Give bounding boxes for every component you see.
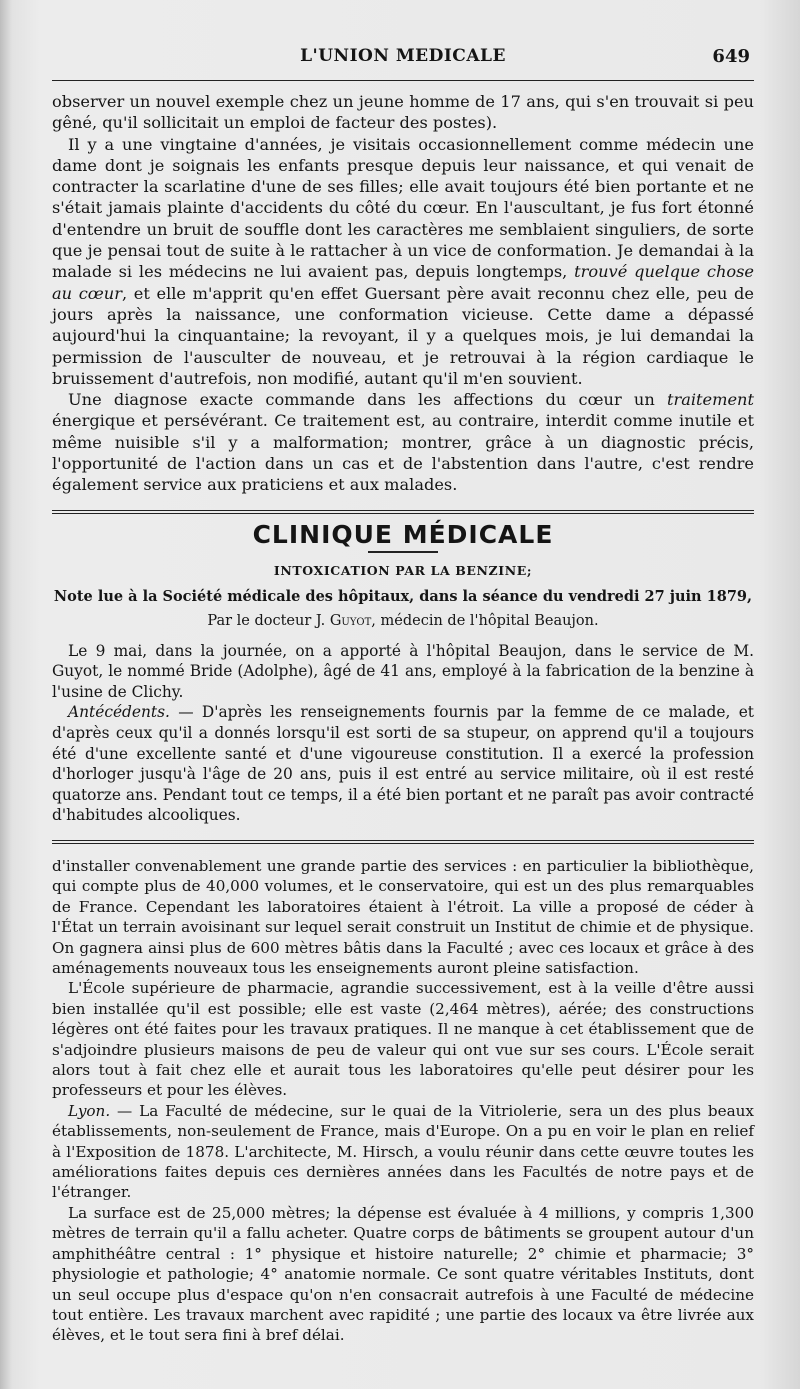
running-title: L'UNION MEDICALE (300, 46, 506, 66)
header-rule (52, 80, 754, 81)
italic-phrase: Lyon. (68, 1101, 111, 1120)
italic-phrase: traitement (666, 390, 754, 410)
section-title: CLINIQUE MÉDICALE (252, 519, 554, 549)
italic-phrase: Antécédents. (68, 703, 170, 722)
title-underline (368, 551, 438, 553)
article-note: Note lue à la Société médicale des hôpitaux, dans la séance du vendredi 27 juin 1879, (53, 587, 753, 605)
paragraph: Il y a une vingtaine d'années, je visitais occasionnellement comme médecin une dame dont je soignais les enfants presque depuis leur naissance, et qui venait de contracter la scarlatine d'une de ses filles; elle avait toujours été bien portante et ne s'était jamais plainte d'accidents du côté du cœur. En l'auscultant, je fus fort étonné d'entendre un bruit de souffle dont les caractères me semblaient singuliers, de sorte que je pensai tout de suite à le rattacher à un vice de conformation. Je demandai à la malade si les médecins ne lui avaient pas, depuis longtemps, trouvé quelque chose au cœur, et elle m'apprit qu'en effet Guersant père avait reconnu chez elle, peu de jours après la naissance, une conformation vicieuse. Cette dame a dépassé aujourd'hui la cinquantaine; la revoyant, il y a quelques mois, je lui demandai la permission de l'ausculter de nouveau, et je retrouvai à la région cardiaque le bruissement d'autrefois, non modifié, autant qu'il m'en souvient. (52, 134, 754, 388)
article-body (52, 641, 754, 826)
paragraph: La surface est de 25,000 mètres; la dépense est évaluée à 4 millions, y compris 1,300 mètres de terrain qu'il a fallu acheter. Quatre corps de bâtiments se groupent autour d'un amphithéâtre central : 1° physique et histoire naturelle; 2° chimie et pharmacie; 3° physiologie et pathologie; 4° anatomie normale. Ce sont quatre véritables Instituts, dont un seul occupe plus d'espace qu'on n'en consacrait autrefois à une Faculté de médecine tout entière. Les travaux marchent avec rapidité ; une partie des locaux va être livrée aux élèves, et le tout sera fini à bref délai. (52, 1203, 754, 1345)
page-number: 649 (712, 46, 750, 67)
previous-article-end (52, 91, 754, 496)
page-header (52, 44, 754, 74)
paragraph: Le 9 mai, dans la journée, on a apporté à l'hôpital Beaujon, dans le service de M. Guyot, le nommé Bride (Adolphe), âgé de 41 ans, employé à la fabrication de la benzine à l'usine de Clichy. (52, 641, 754, 701)
paragraph: d'installer convenablement une grande partie des services : en particulier la bibliothèque, qui compte plus de 40,000 volumes, et le conservatoire, qui est un des plus remarquables de France. Cependant les laboratoires étaient à l'étroit. La ville a proposé de céder à l'État un terrain avoisinant sur lequel serait construit un Institut de chimie et de physique. On gagnera ainsi plus de 600 mètres bâtis dans la Faculté ; avec ces locaux et grâce à des aménagements nouveaux tous les enseignements auront pleine satisfaction. (52, 856, 754, 978)
paragraph: Lyon. — La Faculté de médecine, sur le quai de la Vitriolerie, sera un des plus beaux établissements, non-seulement de France, mais d'Europe. On a pu en voir le plan en relief à l'Exposition de 1878. L'architecte, M. Hirsch, a voulu réunir dans cette œuvre toutes les améliorations faites depuis ces dernières années dans les Facultés de notre pays et de l'étranger. (52, 1101, 754, 1202)
paragraph: L'École supérieure de pharmacie, agrandie successivement, est à la veille d'être aussi bien installée qu'il est possible; elle est vaste (2,464 mètres), aérée; des constructions légères ont été faites pour les travaux pratiques. Il ne manque à cet établissement que de s'adjoindre plusieurs maisons de peu de valeur qui ont vue sur ses cours. L'École serait alors tout à fait chez elle et aurait tous les laboratoires qu'elle peut désirer pour les professeurs et pour les élèves. (52, 979, 754, 1100)
section-divider (52, 510, 754, 514)
italic-phrase: trouvé quelque chose au cœur (52, 262, 754, 303)
paragraph: Antécédents. — D'après les renseignements fournis par la femme de ce malade, et d'après ceux qu'il a donnés lorsqu'il est sorti de sa stupeur, on apprend qu'il a toujours été d'une excellente santé et d'une vigoureuse constitution. Il a exercé la profession d'horloger jusqu'à l'âge de 20 ans, puis il est entré au service militaire, où il est resté quatorze ans. Pendant tout ce temps, il a été bien portant et ne paraît pas avoir contracté d'habitudes alcooliques. (52, 703, 754, 825)
article-subtitle: INTOXICATION PAR LA BENZINE; (273, 562, 533, 578)
paragraph: Une diagnose exacte commande dans les affections du cœur un traitement énergique et persévérant. Ce traitement est, au contraire, interdit comme inutile et même nuisible s'il y a malformation; montrer, grâce à un diagnostic précis, l'opportunité de l'action dans un cas et de l'abstention dans l'autre, c'est rendre également service aux praticiens et aux malades. (52, 390, 754, 495)
paragraph: observer un nouvel exemple chez un jeune homme de 17 ans, qui s'en trouvait si peu gêné, qu'il sollicitait un emploi de facteur des postes). (52, 92, 754, 133)
article-byline: Par le docteur J. Guyot, médecin de l'hôpital Beaujon. (207, 612, 599, 629)
feuilleton-body (52, 856, 754, 1346)
feuilleton-divider (52, 840, 754, 844)
